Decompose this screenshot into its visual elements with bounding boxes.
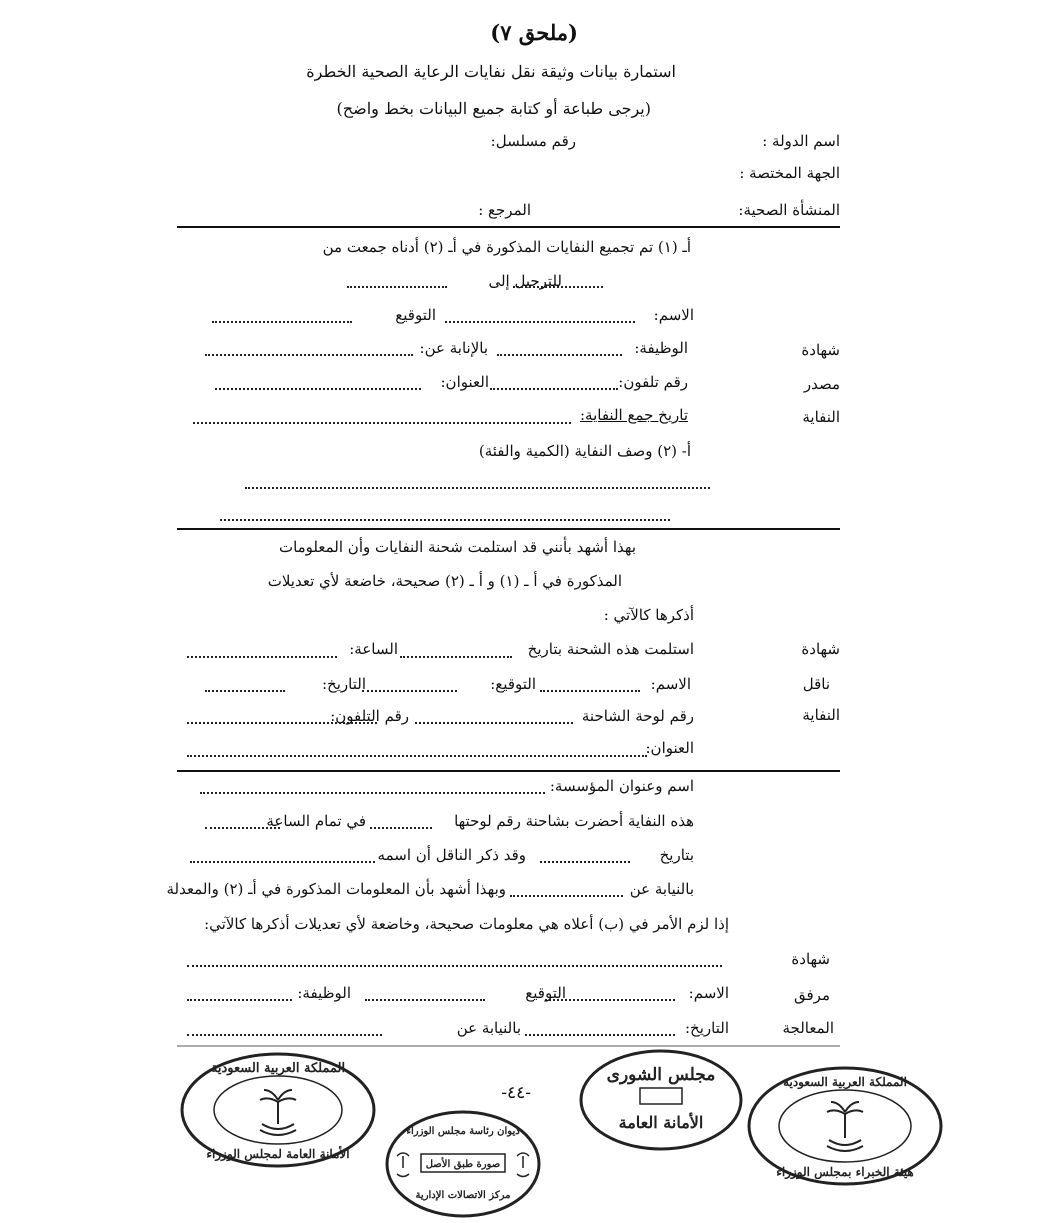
s3-signature-field[interactable]: [365, 999, 485, 1001]
s1-signature-field[interactable]: [212, 321, 352, 323]
carrier-name-field[interactable]: [190, 861, 375, 863]
s2-received-label: استلمت هذه الشحنة بتاريخ: [527, 640, 694, 658]
s2-time-label: الساعة:: [349, 640, 398, 658]
behalf-line-a: بالنيابة عن: [629, 880, 694, 898]
s2-name-field[interactable]: [540, 690, 640, 692]
s2-address-field[interactable]: [187, 755, 647, 757]
authority-label: الجهة المختصة :: [739, 164, 840, 182]
palm-swords-emblem-icon: [260, 1090, 296, 1135]
s1-name-field[interactable]: [445, 321, 635, 323]
s2-date-field[interactable]: [205, 690, 285, 692]
carrier-name-label: وقد ذكر الناقل أن اسمه: [377, 846, 526, 864]
s2-address-label: العنوان:: [645, 739, 694, 757]
reference-label: المرجع :: [478, 201, 531, 219]
s1-job-label: الوظيفة:: [634, 339, 688, 357]
section3-side-label-1: شهادة: [791, 950, 830, 968]
at-time-label: في تمام الساعة: [266, 812, 366, 830]
stamp-text: مركز الاتصالات الإدارية: [415, 1190, 511, 1201]
s2-para-1: بهذا أشهد بأنني قد استلمت شحنة النفايات وأن المعلومات: [278, 538, 636, 556]
s2-plate-field[interactable]: [415, 722, 573, 724]
s1-address-label: العنوان:: [440, 373, 489, 391]
annex-title: (ملحق ٧): [490, 20, 578, 45]
section2-side-label-3: النفاية: [802, 706, 840, 724]
divider: [177, 528, 840, 530]
s2-signature-label: التوقيع:: [490, 675, 536, 693]
s2-time-field[interactable]: [187, 656, 337, 658]
truck-line-label: هذه النفاية أحضرت بشاحنة رقم لوحتها: [454, 812, 694, 830]
s3-amendments-field[interactable]: [187, 965, 722, 967]
form-instruction: (يرجى طباعة أو كتابة جميع البيانات بخط واضح): [336, 99, 651, 118]
s2-para-3: أذكرها كالآتي :: [603, 606, 694, 624]
transport-to-field[interactable]: [347, 286, 447, 288]
behalf-field[interactable]: [510, 895, 623, 897]
form-title: استمارة بيانات وثيقة نقل نفايات الرعاية الصحية الخطرة: [306, 62, 676, 81]
council-secretariat-stamp: [178, 1050, 378, 1170]
stamp-text: المملكة العربية السعودية: [210, 1061, 346, 1076]
s3-signature-label: التوقيع: [525, 984, 566, 1002]
date-line-label: بتاريخ: [659, 846, 694, 864]
s2-name-label: الاسم:: [650, 675, 691, 693]
country-label: اسم الدولة :: [762, 132, 840, 150]
arrival-date-field[interactable]: [540, 861, 630, 863]
s3-name-label: الاسم:: [688, 984, 729, 1002]
s1-address-field[interactable]: [215, 388, 421, 390]
stamp-text: صورة طبق الأصل: [425, 1159, 501, 1170]
stamp-text: هيئة الخبراء بمجلس الوزراء: [776, 1165, 914, 1179]
institution-label: اسم وعنوان المؤسسة:: [549, 777, 694, 795]
serial-label: رقم مسلسل:: [490, 132, 576, 150]
s1-phone-label: رقم تلفون:: [618, 373, 688, 391]
divider: [177, 770, 840, 772]
s2-para-2: المذكورة في أ ـ (١) و أ ـ (٢) صحيحة، خاضعة لأي تعديلات: [267, 572, 622, 590]
s3-job-field[interactable]: [187, 999, 292, 1001]
divider: [177, 1045, 840, 1047]
facility-label: المنشأة الصحية:: [738, 201, 840, 219]
collect-date-label: تاريخ جمع النفاية:: [579, 406, 688, 424]
section2-side-label-1: شهادة: [801, 640, 840, 658]
section1-side-label-3: النفاية: [802, 408, 840, 426]
s3-behalf-field[interactable]: [187, 1034, 382, 1036]
shura-council-stamp: [578, 1048, 744, 1152]
experts-commission-stamp: [745, 1064, 945, 1188]
line-a2: أ- (٢) وصف النفاية (الكمية والفئة): [478, 442, 691, 460]
transport-to-label: للترحيل إلى: [488, 272, 562, 290]
if-needed-line: إذا لزم الأمر في (ب) أعلاه هي معلومات صحيحة، وخاضعة لأي تعديلات أذكرها كالآتي:: [204, 915, 729, 933]
collect-date-field[interactable]: [193, 422, 571, 424]
s3-job-label: الوظيفة:: [297, 984, 351, 1002]
s1-name-label: الاسم:: [653, 306, 694, 324]
transport-from-field[interactable]: [513, 286, 603, 288]
section1-side-label-1: شهادة: [801, 341, 840, 359]
divider: [177, 226, 840, 228]
s3-date-label: التاريخ:: [685, 1019, 729, 1037]
arrival-time-field[interactable]: [205, 827, 280, 829]
s3-behalf-label: بالنيابة عن: [456, 1019, 521, 1037]
building-emblem-icon: [640, 1088, 682, 1104]
s1-behalf-label: بالإنابة عن:: [419, 339, 488, 357]
waste-description-field-1[interactable]: [245, 487, 710, 489]
cabinet-presidency-stamp: [383, 1108, 543, 1220]
s1-behalf-field[interactable]: [205, 354, 413, 356]
s1-job-field[interactable]: [497, 354, 622, 356]
s2-phone-field[interactable]: [187, 722, 377, 724]
stamp-text: المملكة العربية السعودية: [783, 1075, 907, 1089]
section2-side-label-2: ناقل: [802, 675, 830, 693]
s1-phone-field[interactable]: [490, 388, 618, 390]
truck-plate-field[interactable]: [370, 827, 432, 829]
institution-field[interactable]: [200, 792, 545, 794]
s2-received-date-field[interactable]: [400, 656, 512, 658]
stamp-text: مجلس الشورى: [606, 1065, 716, 1085]
palm-swords-emblem-icon: [827, 1102, 863, 1151]
s1-signature-label: التوقيع: [395, 306, 436, 324]
section1-side-label-2: مصدر: [803, 375, 840, 393]
stamp-text: الأمانة العامة لمجلس الوزراء: [206, 1147, 350, 1161]
stamp-text: ديوان رئاسة مجلس الوزراء: [406, 1126, 520, 1137]
stamp-text: الأمانة العامة: [618, 1113, 704, 1132]
page-number: -٤٤-: [501, 1083, 531, 1103]
s2-phone-label: رقم التلفون:: [330, 707, 409, 725]
section3-side-label-3: المعالجة: [782, 1019, 834, 1037]
s2-date-label: التاريخ:: [322, 675, 366, 693]
s3-date-field[interactable]: [525, 1034, 675, 1036]
behalf-line-b: وبهذا أشهد بأن المعلومات المذكورة في أـ (٢) والمعدلة: [166, 880, 506, 898]
s2-plate-label: رقم لوحة الشاحنة: [581, 707, 694, 725]
section3-side-label-2: مرفق: [794, 986, 830, 1004]
waste-description-field-2[interactable]: [220, 519, 670, 521]
s2-signature-field[interactable]: [362, 690, 457, 692]
line-a1: أـ (١) تم تجميع النفايات المذكورة في أـ (٢) أدناه جمعت من: [322, 238, 691, 256]
